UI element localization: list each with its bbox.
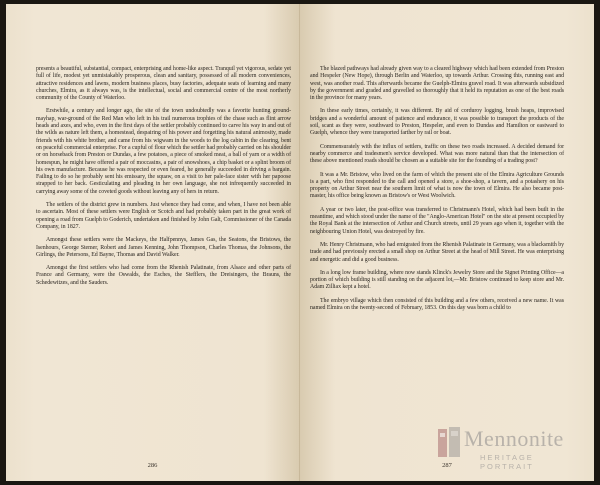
right-paragraph-4: It was a Mr. Bristow, who lived on the farm of which the present site of the Elmira Agriculture Grounds is a part, who first responded to the call and opened a store, a shoe-shop, a tavern, and a potashery on his property on Arthur Street near the southern limit of what is now the town of Elmira. He also became post-master, his office being known as Bristow's or West Woolwich. — [310, 171, 564, 200]
right-paragraph-2: In these early times, certainly, it was different. By aid of corduroy logging, brush heaps, improvised bridges and a wonderful amount of patience and endurance, it was possible to transport the products of the soil, scant as they were, southward to Preston, Hespeler, and even to Dundas and Hamilton or eastward to Guelph, whence they were transported farther by rail or boat. — [310, 108, 564, 137]
right-paragraph-8: The embryo village which then consisted of this building and a few others, received a new name. It was named Elmira on the twenty-second of February, 1853. On this day was born a child to — [310, 297, 564, 312]
watermark-subtitle: HERITAGE PORTRAIT — [480, 453, 534, 471]
right-page — [300, 4, 594, 481]
right-paragraph-5: A year or two later, the post-office was transferred to Christmann's Hotel, which had been built in the meantime, and which stood under the name of the "Anglo-American Hotel" on the site at present occupied by the Royal Bank at the intersection of Arthur and Church streets, until 29 years ago when it, together with the neighbouring Union Hotel, was destroyed by fire. — [310, 206, 564, 235]
left-paragraph-4: Amongst these settlers were the Mackeys, the Halfpennys, James Gas, the Seatons, the Bristows, the Isenhours, George Stemer, Robert and James Kenning, John Thompson, Charles Thomas, the Johnsons, the Girlings, the Petersons, Ed Bayne, Thomas and David Walker. — [36, 237, 291, 258]
right-paragraph-3: Commensurately with the influx of settlers, traffic on these two roads increased. A decided demand for nearby commerce and tradesmen's service developed. What was more natural than that the intersection of these above mentioned roads should be chosen as a suitable site for the founding of a trading post? — [310, 143, 564, 165]
book-spread — [6, 4, 594, 481]
left-paragraph-1: presents a beautiful, substantial, compact, enterprising and home-like aspect. Tranquil yet vigorous, sedate yet full of life, modest yet unmistakably prosperous, clean and sanitary, possessed of all modern conveniences, attractive residences and lawns, modern business places, busy factories, adequate seats of learning and many churches, Elmira, as it always was, is the intellectual, social and commercial centre of the most northerly community of the County of Waterloo. — [36, 66, 291, 102]
watermark-title: Mennonite — [464, 426, 564, 451]
right-page-number: 287 — [442, 462, 452, 469]
mennonite-heritage-watermark — [436, 423, 586, 475]
left-page — [6, 4, 300, 481]
left-page-number: 286 — [147, 462, 158, 469]
left-paragraph-2: Erstwhile, a century and longer ago, the site of the town undoubtedly was a favorite hunting ground-mayhap, war-ground of the Red Man who left in his trail numerous trophies of the chase such as flint arrow heads and axes, and who, even in the first days of the settler probably continued to carve his way in and out of the wilds as nature left them, a homestead, despairing of his power and forgetting his natural animosity, made friends with his white brother, and came from his wigwam in the woods to the log cabin in the clearing, bent on peaceful commercial enterprise. For a cupful of flour which the settler had probably carried on his shoulder or on horseback from Preston or Dundas, a few potatoes, a piece of smoked meat, a ball of yarn or a width of homespun, he might have offered a pair of moccasins, a pair of snowshoes, a chip basket or a splint broom of his own manufacture. Because he was respected or even feared, he generally succeeded in driving a bargain. Failing to do so he probably sent his emissary, the squaw, on a visit to her pale-face sister with her papoose strapped to her back. Gesticulating and pleading in her own language, she not infrequently succeeded in carrying away some of the coveted goods without leaving any of hers in return. — [36, 108, 291, 195]
right-paragraph-7: In a long low frame building, where now stands Klinck's Jewelry Store and the Signet Printing Office—a portion of which building is still standing on the adjacent lot,—Mr. Bristow continued to keep store and Mr. Adam Zilliax kept a hotel. — [310, 269, 564, 291]
heritage-logo-icon — [436, 425, 462, 459]
left-paragraph-3: The settlers of the district grew in numbers. Just whence they had come, and when, I have not been able to ascertain. Most of these settlers were English or Scotch and had probably taken part in the great work of opening a road from Guelph to Goderich, undertaken and finished by John Galt, Commissioner of the Canada Company, in 1827. — [36, 202, 291, 230]
left-paragraph-5: Amongst the first settlers who had come from the Rhenish Palatinate, from Alsace and other parts of France and Germany, were the Oswalds, the Esches, the Stefflers, the Dreisingers, the Brauns, the Schedewitzes, and the Sauders. — [36, 265, 291, 286]
right-paragraph-1: The blazed pathways had already given way to a cleared highway which had been extended from Preston and Hespeler (New Hope), through Berlin and Waterloo, up towards Arthur. Crossing this, running east and west, was another road. This afterwards became the Guelph-Elmira gravel road. It was afterwards subsidized by the government and graded and gravelled so thoroughly that it held its reputation as one of the best roads in the province for many years. — [310, 66, 564, 102]
right-paragraph-6: Mr. Henry Christmann, who had emigrated from the Rhenish Palatinate in Germany, was a blacksmith by trade and had previously erected a small shop on Arthur Street at the head of Mill Street. He was enterprising and energetic and did a good business. — [310, 241, 564, 263]
